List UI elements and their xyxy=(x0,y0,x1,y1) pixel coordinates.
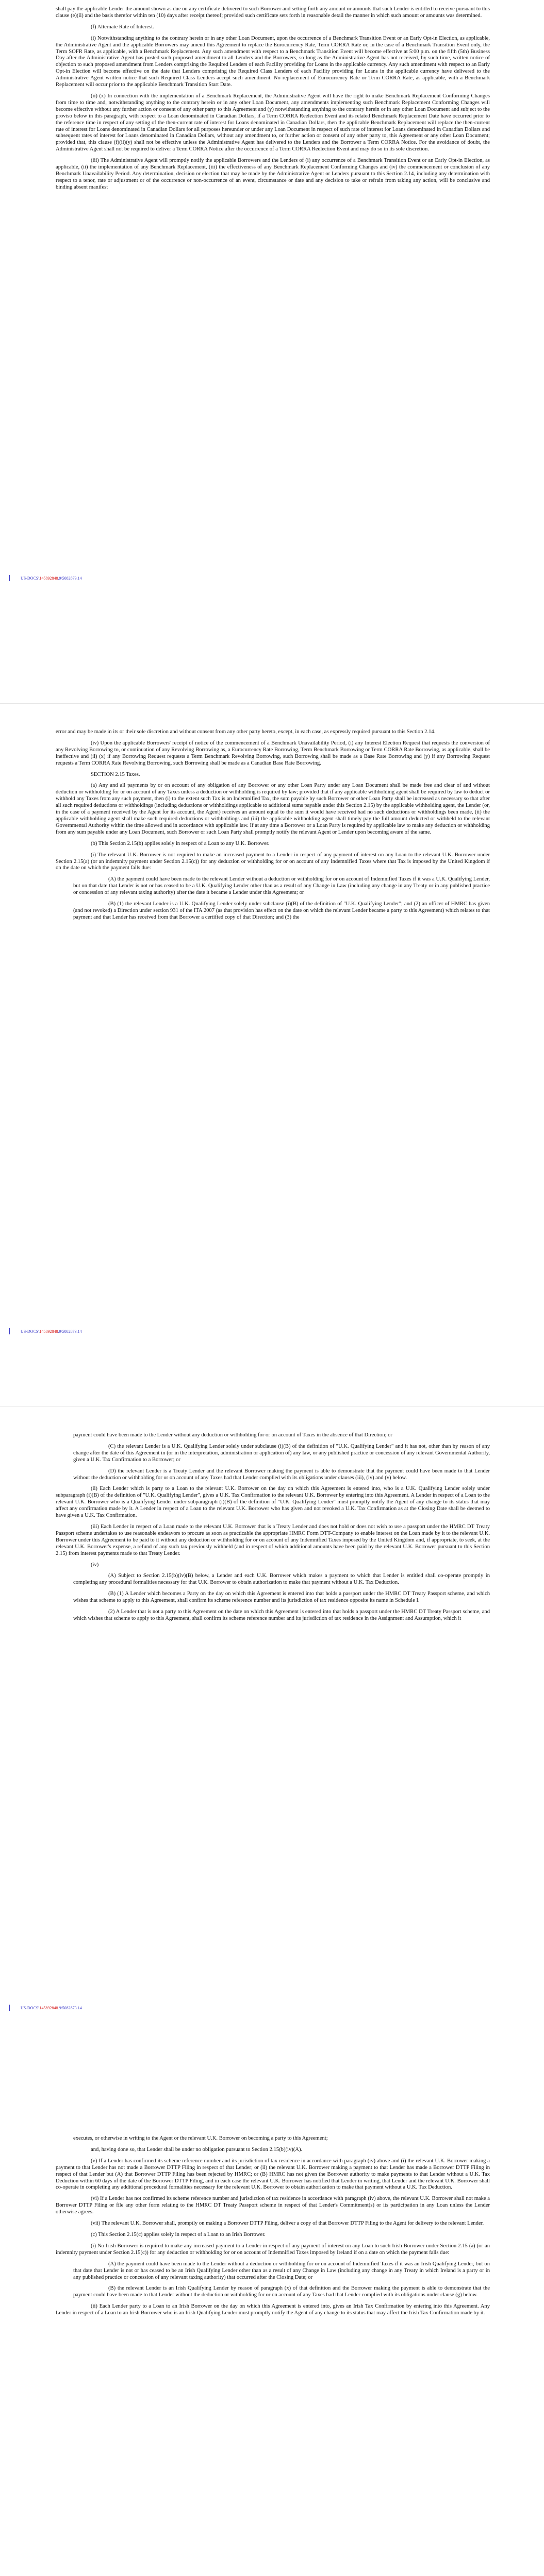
paragraph: (a) Any and all payments by or on account of any obligation of any Borrower or any other Loan Party under any Loan Document shall be made free and clear of and without deduction or withholding for or on account of any Taxes unless a deduction or withholding is required by law; provided that if any applicable withholding agent shall be required by law to deduct or withhold any Taxes from any such payment, then (i) to the extent such Tax is an Indemnified Tax, the sum payable by such Borrower or other Loan Party shall be increased as necessary so that after all such required deductions or withholdings (including deductions or withholdings applicable to additional sums payable under this Section 2.15) by the applicable withholding agent, the Lender (or, in the case of a payment received by the Agent for its account, the Agent) receives an amount equal to the sum it would have received had no such deductions or withholdings been made, (ii) the applicable withholding agent shall make such required deductions or withholdings and (iii) the applicable withholding agent shall timely pay the full amount deducted or withheld to the relevant Governmental Authority within the time allowed and in accordance with applicable law. If at any time a Borrower or a Loan Party is required by applicable law to make any deduction or withholding from any sum payable under any Loan Document, such Borrower or such Loan Party shall promptly notify the relevant Agent or Lender upon becoming aware of the same. xyxy=(56,783,490,835)
page-4-text xyxy=(56,2136,490,2321)
paragraph: (D) the relevant Lender is a Treaty Lender and the relevant Borrower making the payment is able to demonstrate that the payment could have been made to that Lender without the deduction or withholding for or on account of any Taxes had that Lender complied with its obligations under clauses (iii), (iv) and (v) below. xyxy=(73,1468,490,1481)
paragraph: payment could have been made to the Lender without any deduction or withholding for or on account of Taxes in the absence of that Direction; or xyxy=(73,1432,392,1438)
revision-bar xyxy=(9,2005,10,2011)
paragraph: shall pay the applicable Lender the amount shown as due on any certificate delivered to such Borrower and setting forth any amount or amounts that such Lender is entitled to receive pursuant to this clause (e)(ii) and the basis therefor within ten (10) days after receipt thereof; provided such certificate sets forth in reasonable detail the manner in which such amount or amounts was determined. xyxy=(56,6,490,19)
footer-tail: \5082873.14 xyxy=(61,576,82,581)
paragraph: (i) No Irish Borrower is required to make any increased payment to a Lender in respect of any payment of interest on any Loan to such Irish Borrower under Section 2.15 (a) (or an indemnity payment under Section 2.15(c)) for any deduction or withholding for or on account of Indemnified Taxes imposed by Ireland if on a date on which the payment falls due: xyxy=(56,2243,490,2256)
paragraph: (iv) xyxy=(91,1562,99,1568)
footer-prefix: US-DOCS\ xyxy=(21,576,40,581)
paragraph: (iii) Each Lender in respect of a Loan made to the relevant U.K. Borrower that is a Treaty Lender and does not hold or does not wish to use a passport under the HMRC DT Treaty Passport scheme undertakes to use reasonable endeavors to procure as soon as practicable the appropriate HMRC Form DTT-Company to enable interest on the Loan made by it to the relevant U.K. Borrower under this Agreement to be paid to it without any deduction or withholding for or on account of any Indemnified Taxes imposed by the United Kingdom and, if appropriate, to seek, at the relevant U.K. Borrower's expense, a refund of any such tax previously withheld (and in respect of which additional amounts have been paid by the relevant U.K. Borrower pursuant to this Section 2.15) from interest payments made to that Treaty Lender. xyxy=(56,1523,490,1556)
section-heading: (f) Alternate Rate of Interest. xyxy=(91,24,154,30)
paragraph: (B) the relevant Lender is an Irish Qualifying Lender by reason of paragraph (x) of that definition and the Borrower making the payment is able to demonstrate that the payment could have been made to that Lender without the deduction or withholding for or on account of any Taxes had that Lender complied with its obligations under clause (g) below. xyxy=(73,2285,490,2298)
footer-prefix: US-DOCS\ xyxy=(21,1329,40,1334)
paragraph: (A) the payment could have been made to the Lender without a deduction or withholding for or on account of Indemnified Taxes if it was an Irish Qualifying Lender, but on that date that Lender is not or has ceased to be an Irish Qualifying Lender other than as a result of any Change in Law (including any change in any Treaty in which Ireland is a party or in any published practice or concession of any relevant taxing authority) that occurred after the Closing Date; or xyxy=(73,2261,490,2280)
paragraph: (C) the relevant Lender is a U.K. Qualifying Lender solely under subclause (i)(B) of the definition of "U.K. Qualifying Lender" and it has not, other than by reason of any change after the date of this Agreement in (or in the interpretation, administration or application of) any law, or any published practice or concession of any relevant Governmental Authority, given a U.K. Tax Confirmation to a Borrower; or xyxy=(73,1443,490,1463)
footer-suffix: .9 xyxy=(58,2006,61,2010)
paragraph: and, having done so, that Lender shall be under no obligation pursuant to Section 2.15(b)(iv)(A). xyxy=(91,2146,303,2153)
doc-footer xyxy=(21,1329,82,1334)
footer-number: 145892848 xyxy=(39,2006,58,2010)
paragraph: (b) This Section 2.15(b) applies solely in respect of a Loan to any U.K. Borrower. xyxy=(91,840,270,846)
footer-prefix: US-DOCS\ xyxy=(21,2006,40,2010)
revision-bar xyxy=(9,575,10,581)
page-2-text xyxy=(56,729,490,926)
page-1-text xyxy=(56,6,490,196)
paragraph: (2) A Lender that is not a party to this Agreement on the date on which this Agreement is entered into that holds a passport under the HMRC DT Treaty Passport scheme, and which wishes that scheme to apply to this Agreement, shall confirm its scheme reference number and its jurisdiction of tax residence in the Assignment and Assumption, which it xyxy=(73,1609,490,1621)
page-3-text xyxy=(56,1432,490,1627)
footer-number: 145892848 xyxy=(39,576,58,581)
footer-tail: \5082873.14 xyxy=(61,1329,82,1334)
page-separator xyxy=(0,1406,544,1407)
paragraph: error and may be made in its or their sole discretion and without consent from any other party hereto, except, in each case, as expressly required pursuant to this Section 2.14. xyxy=(56,729,436,735)
paragraph: (iii) The Administrative Agent will promptly notify the applicable Borrowers and the Lenders of (i) any occurrence of a Benchmark Transition Event or an Early Opt-in Election, as applicable, (ii) the implementation of any Benchmark Replacement, (iii) the effectiveness of any Benchmark Replacement Conforming Changes and (iv) the commencement or conclusion of any Benchmark Unavailability Period. Any determination, decision or election that may be made by the Administrative Agent or Lenders pursuant to this Section 2.14, including any determination with respect to a tenor, rate or adjustment or of the occurrence or non-occurrence of an event, circumstance or date and any decision to take or refrain from taking any action, will be conclusive and binding absent manifest xyxy=(56,158,490,190)
paragraph: (ii) (x) In connection with the implementation of a Benchmark Replacement, the Administrative Agent will have the right to make Benchmark Replacement Conforming Changes from time to time and, notwithstanding anything to the contrary herein or in any other Loan Document, any amendments implementing such Benchmark Replacement Conforming Changes will become effective without any further action or consent of any other party to this Agreement and (y) notwithstanding anything to the contrary herein or in any other Loan Document and subject to the proviso below in this paragraph, with respect to a Loan denominated in Canadian Dollars, if a Term CORRA Reelection Event and its related Benchmark Replacement Date have occurred prior to the reference time in respect of any setting of the then-current rate of interest for Loans denominated in Canadian Dollars, then the applicable Benchmark Replacement will replace the then-current rate of interest for Loans denominated in Canadian Dollars for all purposes hereunder or under any Loan Document in respect of such rate of interest for Loans denominated in Canadian Dollars and subsequent rates of interest for Loans denominated in Canadian Dollars, without any amendment to, or further action or consent of any other party to, this Agreement or any other Loan Document; provided that, this clause (f)(ii)(y) shall not be effective unless the Administrative Agent has delivered to the Lenders and the Borrower a Term CORRA Notice. For the avoidance of doubt, the Administrative Agent shall not be required to deliver a Term CORRA Notice after the occurrence of a Term CORRA Reelection Event and may do so in its sole discretion. xyxy=(56,93,490,152)
section-heading: SECTION 2.15 Taxes. xyxy=(91,771,140,777)
paragraph: (A) Subject to Section 2.15(b)(iv)(B) below, a Lender and each U.K. Borrower which makes a payment to which that Lender is entitled shall co-operate promptly in completing any procedural formalities necessary for that U.K. Borrower to obtain authorization to make that payment without a U.K. Tax Deduction. xyxy=(73,1573,490,1586)
paragraph: (B) (1) the relevant Lender is a U.K. Qualifying Lender solely under subclause (i)(B) of the definition of "U.K. Qualifying Lender"; and (2) an officer of HMRC has given (and not revoked) a Direction under section 931 of the ITA 2007 (as that provision has effect on the date on which the relevant Lender became a party to this Agreement) which relates to that payment and that Lender has received from that Borrower a certified copy of that Direction; and (3) the xyxy=(73,901,490,920)
footer-number: 145892848 xyxy=(39,1329,58,1334)
paragraph: (i) The relevant U.K. Borrower is not required to make an increased payment to a Lender in respect of any payment of interest on any Loan to the relevant U.K. Borrower under Section 2.15(a) (or an indemnity payment under Section 2.15(c)) for any deduction or withholding for or on account of any Indemnified Taxes where that Tax is imposed by the United Kingdom if on the date on which the payment falls due: xyxy=(56,852,490,871)
page-separator xyxy=(0,703,544,704)
paragraph: (ii) Each Lender party to a Loan to an Irish Borrower on the day on which this Agreement is entered into, gives an Irish Tax Confirmation by entering into this Agreement. Any Lender in respect of a Loan to an Irish Borrower who is an Irish Qualifying Lender must promptly notify the Agent of any change to its status that may affect the Irish Tax Confirmation made by it. xyxy=(56,2303,490,2316)
revision-bar xyxy=(9,1328,10,1334)
paragraph: (B) (1) A Lender which becomes a Party on the day on which this Agreement is entered into that holds a passport under the HMRC DT Treaty Passport scheme, and which wishes that scheme to apply to this Agreement, shall confirm its scheme reference number and its jurisdiction of tax residence opposite its name in Schedule I. xyxy=(73,1591,490,1604)
paragraph: (c) This Section 2.15(c) applies solely in respect of a Loan to an Irish Borrower. xyxy=(91,2231,266,2238)
doc-footer xyxy=(21,2006,82,2010)
paragraph: executes, or otherwise in writing to the Agent or the relevant U.K. Borrower on becoming a party to this Agreement; xyxy=(73,2136,328,2141)
paragraph: (ii) Each Lender which is party to a Loan to the relevant U.K. Borrower on the day on which this Agreement is entered into, who is a U.K. Qualifying Lender solely under subparagraph (i)(B) of the definition of "U.K. Qualifying Lender", gives a U.K. Tax Confirmation to the relevant U.K. Borrower by entering into this Agreement. A Lender in respect of a Loan to the relevant U.K. Borrower who is a Qualifying Lender under subparagraph (i)(B) of the definition of "U.K. Qualifying Lender" must promptly notify the Agent of any change to its status that may affect any confirmation made by it. A Lender in respect of a Loan to the relevant U.K. Borrower who has given and not revoked a U.K. Tax Confirmation as at the Closing Date shall be deemed to have given a U.K. Tax Confirmation. xyxy=(56,1486,490,1519)
paragraph: (A) the payment could have been made to the relevant Lender without a deduction or withholding for or on account of Indemnified Taxes if it was a U.K. Qualifying Lender, but on that date that Lender is not or has ceased to be a U.K. Qualifying Lender other than as a result of any Change in Law (including any change in any Treaty or in any published practice or concession of any relevant taxing authority) after the date it became a Lender under this Agreement; or xyxy=(73,876,490,896)
paragraph: (vi) If a Lender has not confirmed its scheme reference number and jurisdiction of tax residence in accordance with paragraph (iv) above, the relevant U.K. Borrower shall not make a Borrower DTTP Filing or file any other form relating to the HMRC DT Treaty Passport scheme in respect of that Lender's Commitment(s) or its participation in any Loan unless the Lender otherwise agrees. xyxy=(56,2196,490,2215)
paragraph: (v) If a Lender has confirmed its scheme reference number and its jurisdiction of tax residence in accordance with paragraph (iv) above and (i) the relevant U.K. Borrower making a payment to that Lender has not made a Borrower DTTP Filing in respect of that Lender; or (ii) the relevant U.K. Borrower making a payment to that Lender has made a Borrower DTTP Filing in respect of that Lender but (A) that Borrower DTTP Filing has been rejected by HMRC; or (B) HMRC has not given the Borrower authority to make payments to that Lender without a U.K. Tax Deduction within 60 days of the date of the Borrower DTTP Filing, and in each case the relevant U.K. Borrower has notified that Lender in writing, that Lender and the relevant U.K. Borrower shall co-operate in completing any additional procedural formalities necessary for the relevant U.K. Borrower to obtain authorization to make that payment without a U.K. Tax Deduction. xyxy=(56,2158,490,2191)
paragraph: (i) Notwithstanding anything to the contrary herein or in any other Loan Document, upon the occurrence of a Benchmark Transition Event or an Early Opt-in Election, as applicable, the Administrative Agent and the applicable Borrowers may amend this Agreement to replace the Eurocurrency Rate, Term CORRA Rate or, in the case of a Benchmark Transition Event only, the Term SOFR Rate, as applicable, with a Benchmark Replacement. Any such amendment with respect to a Benchmark Transition Event will become effective at 5:00 p.m. on the fifth (5th) Business Day after the Administrative Agent has posted such proposed amendment to all Lenders and the Borrowers, so long as the Administrative Agent has not received, by such time, written notice of objection to such proposed amendment from Lenders comprising the Required Lenders of each Facility providing for Loans in the applicable currency. Any such amendment with respect to an Early Opt-in Election will become effective on the date that Lenders comprising the Required Class Lenders of each Facility providing for Loans in the applicable currency have delivered to the Administrative Agent written notice that such Required Class Lenders accept such amendment. No replacement of Eurocurrency Rate or Term CORRA Rate, as applicable, with a Benchmark Replacement will occur prior to the applicable Benchmark Transition Start Date. xyxy=(56,35,490,88)
footer-tail: \5082873.14 xyxy=(61,2006,82,2010)
doc-footer xyxy=(21,576,82,581)
footer-suffix: .9 xyxy=(58,1329,61,1334)
paragraph: (iv) Upon the applicable Borrowers' receipt of notice of the commencement of a Benchmark Unavailability Period, (i) any Interest Election Request that requests the conversion of any Revolving Borrowing to, or continuation of any Revolving Borrowing as, a Eurocurrency Rate Borrowing, Term Benchmark Borrowing or Term CORRA Rate Borrowing, as applicable, shall be ineffective and (ii) (x) if any Borrowing Request requests a Term Benchmark Revolving Borrowing, such Borrowing shall be made as a Base Rate Borrowing and (y) if any Borrowing Request requests a Term CORRA Rate Revolving Borrowing, such Borrowing shall be made as a Canadian Base Rate Borrowing. xyxy=(56,740,490,766)
paragraph: (vii) The relevant U.K. Borrower shall, promptly on making a Borrower DTTP Filing, deliver a copy of that Borrower DTTP Filing to the Agent for delivery to the relevant Lender. xyxy=(91,2221,484,2227)
footer-suffix: .9 xyxy=(58,576,61,581)
